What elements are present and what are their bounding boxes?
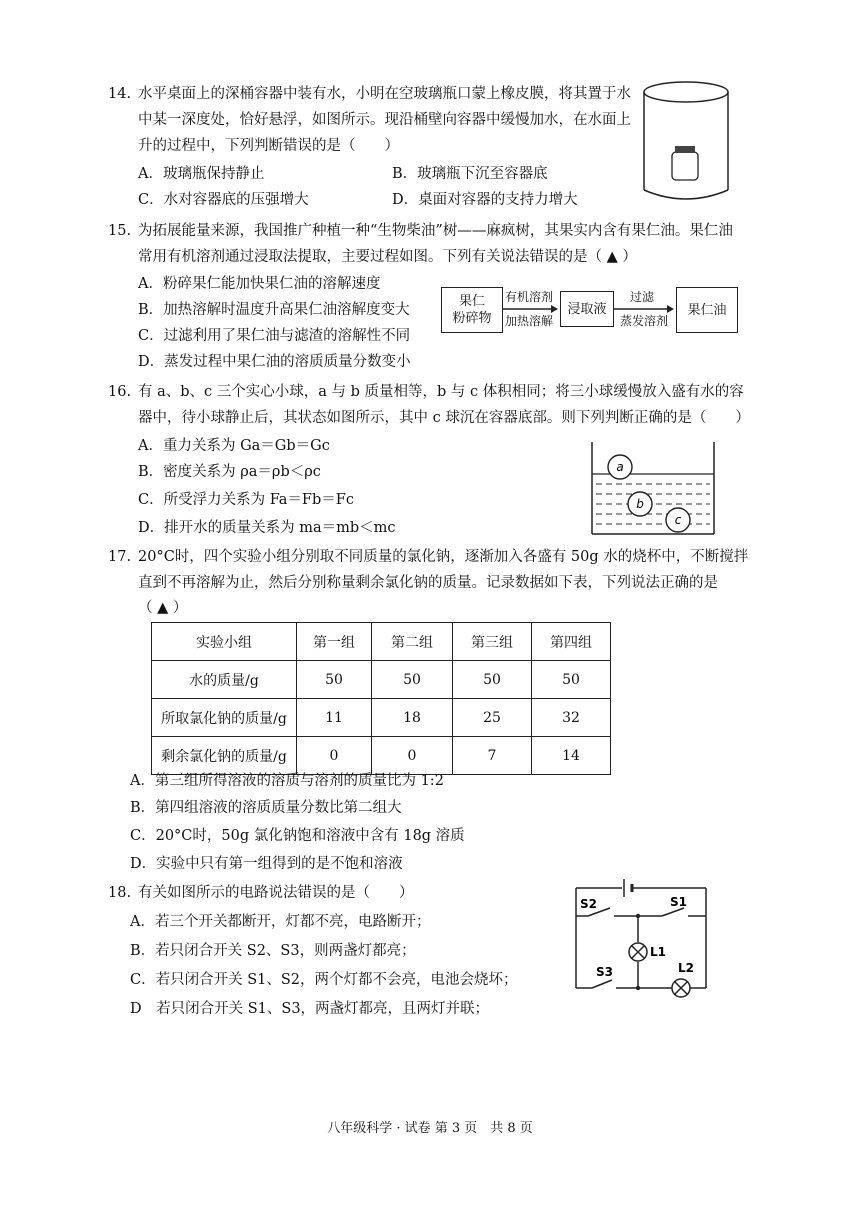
q18-option-c: C．若只闭合开关 S1、S2，两个灯都不会亮，电池会烧坏；: [130, 972, 518, 988]
q15-option-b: B．加热溶解时温度升高果仁油溶解度变大: [138, 302, 410, 318]
flow-arrows: [0, 0, 860, 400]
table-cell: 0: [372, 737, 453, 775]
q17-option-d: D．实验中只有第一组得到的是不饱和溶液: [130, 856, 403, 872]
table-cell: 50: [453, 661, 532, 699]
q18-option-d: D 若只闭合开关 S1、S3，两盏灯都亮，且两灯并联；: [130, 1001, 490, 1017]
table-cell: 水的质量/g: [152, 661, 297, 699]
question-14-line-1: 14. 水平桌面上的深桶容器中装有水，小明在空玻璃瓶口蒙上橡皮膜，将其置于水: [108, 86, 631, 102]
table-cell: 7: [453, 737, 532, 775]
q14-option-a: A．玻璃瓶保持静止: [138, 166, 265, 182]
table-cell: 50: [297, 661, 372, 699]
svg-text:S3: S3: [596, 965, 613, 979]
question-14-line-2: 中某一深度处，恰好悬浮，如图所示。现沿桶壁向容器中缓慢加水，在水面上: [138, 112, 631, 128]
q17-option-a: A．第三组所得溶液的溶质与溶剂的质量比为 1:2: [130, 773, 444, 789]
flow-label-filter: 过滤: [630, 290, 655, 304]
q15-option-d: D．蒸发过程中果仁油的溶质质量分数变小: [138, 354, 411, 370]
svg-text:b: b: [636, 497, 644, 511]
q17-option-c: C．20°C时，50g 氯化钠饱和溶液中含有 18g 溶质: [130, 828, 465, 844]
flow-box-extract: 浸取液: [560, 291, 614, 327]
table-cell: 50: [532, 661, 611, 699]
flow-label-solvent: 有机溶剂: [505, 290, 554, 304]
table-header-cell: 第三组: [453, 623, 532, 661]
table-cell: 50: [372, 661, 453, 699]
question-15-line-1: 15. 为拓展能量来源，我国推广种植一种“生物柴油”树——麻疯树，其果实内含有果仁油。果仁油: [108, 223, 733, 239]
table-cell: 25: [453, 699, 532, 737]
table-cell: 18: [372, 699, 453, 737]
q14-option-c: C．水对容器底的压强增大: [138, 192, 309, 208]
q16-option-c: C．所受浮力关系为 Fa＝Fb＝Fc: [138, 492, 354, 508]
circuit-diagram: [566, 876, 716, 996]
q15-option-c: C．过滤利用了果仁油与滤渣的溶解性不同: [138, 328, 411, 344]
table-cell: 32: [532, 699, 611, 737]
table-row: [152, 737, 611, 775]
table-header-cell: 实验小组: [152, 623, 297, 661]
page-footer: 八年级科学 · 试卷 第 3 页 共 8 页: [327, 1121, 533, 1136]
table-cell: 剩余氯化钠的质量/g: [152, 737, 297, 775]
table-header-cell: 第一组: [297, 623, 372, 661]
table-cell: 14: [532, 737, 611, 775]
flow-label-evaporate: 蒸发溶剂: [620, 314, 669, 328]
svg-text:L1: L1: [650, 945, 666, 959]
svg-text:c: c: [674, 513, 682, 527]
question-15-line-2: 常用有机溶剂通过浸取法提取，主要过程如图。下列有关说法错误的是（ ▲ ）: [138, 249, 637, 265]
q14-option-b: B．玻璃瓶下沉至容器底: [392, 166, 548, 182]
balls-container-figure: [590, 440, 716, 536]
table-cell: 所取氯化钠的质量/g: [152, 699, 297, 737]
question-18-line-1: 18. 有关如图所示的电路说法错误的是（ ）: [108, 885, 414, 901]
q16-option-d: D．排开水的质量关系为 ma＝mb＜mc: [138, 520, 396, 536]
q15-option-a: A．粉碎果仁能加快果仁油的溶解速度: [138, 276, 381, 292]
q17-option-b: B．第四组溶液的溶质质量分数比第二组大: [130, 800, 402, 816]
svg-text:L2: L2: [678, 961, 694, 975]
q14-option-d: D．桌面对容器的支持力增大: [392, 192, 578, 208]
svg-text:a: a: [616, 460, 624, 474]
q16-option-a: A．重力关系为 Ga＝Gb＝Gc: [138, 438, 330, 454]
question-16-line-1: 16. 有 a、b、c 三个实心小球，a 与 b 质量相等，b 与 c 体积相同；将三小球缓慢放入盛有水的容: [108, 384, 744, 400]
question-14-line-3: 升的过程中，下列判断错误的是（ ）: [138, 138, 399, 154]
q16-option-b: B．密度关系为 ρa＝ρb＜ρc: [138, 464, 321, 480]
table-row: [152, 699, 611, 737]
table-cell: 11: [297, 699, 372, 737]
svg-text:S2: S2: [580, 897, 597, 911]
table-cell: 0: [297, 737, 372, 775]
q18-option-b: B．若只闭合开关 S2、S3，则两盏灯都亮；: [130, 943, 416, 959]
flow-label-heat-dissolve: 加热溶解: [505, 314, 554, 328]
flow-box-kernel-powder: 果仁 粉碎物: [441, 287, 503, 333]
table-header-cell: 第二组: [372, 623, 453, 661]
table-row: [152, 661, 611, 699]
flow-box-oil: 果仁油: [676, 287, 738, 333]
question-17-line-1: 17. 20°C时，四个实验小组分别取不同质量的氯化钠，逐渐加入各盛有 50g 水的烧杯中，不断搅拌: [108, 549, 749, 565]
table-header-cell: 第四组: [532, 623, 611, 661]
question-17-line-3: （ ▲ ）: [138, 600, 188, 616]
sodium-chloride-table: [151, 622, 611, 775]
question-17-line-2: 直到不再溶解为止，然后分别称量剩余氯化钠的质量。记录数据如下表，下列说法正确的是: [138, 575, 718, 591]
q18-option-a: A．若三个开关都断开，灯都不亮，电路断开；: [130, 914, 431, 930]
svg-text:S1: S1: [670, 895, 687, 909]
table-header-row: [152, 623, 611, 661]
question-16-line-2: 器中，待小球静止后，其状态如图所示，其中 c 球沉在容器底部。则下列判断正确的是（ ）: [138, 410, 750, 426]
